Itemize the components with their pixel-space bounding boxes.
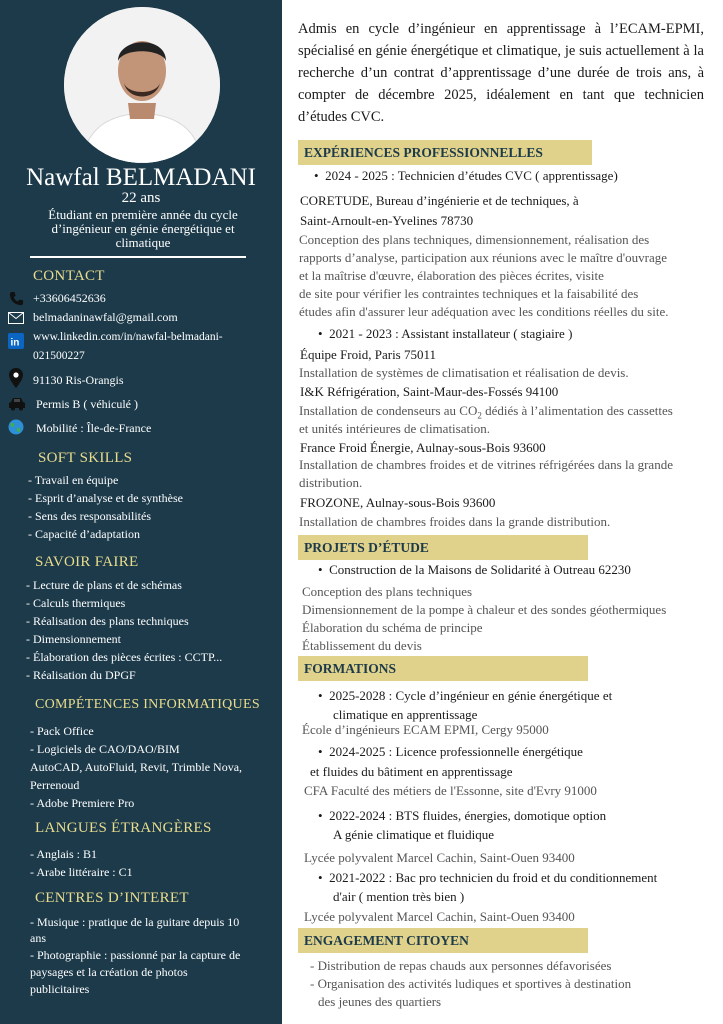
soft-skills-heading: SOFT SKILLS	[38, 450, 133, 466]
company2-desc-b: dédiés à l’alimentation des cassettes	[481, 403, 673, 418]
job1-title: • 2024 - 2025 : Technicien d’études CVC ( apprentissage)	[314, 168, 618, 183]
car-icon	[8, 396, 26, 412]
interet-item: publicitaires	[30, 982, 90, 996]
formation4-line1: • 2021-2022 : Bac pro technicien du froid et du conditionnement	[318, 870, 658, 885]
company2-desc-line2: et unités intérieures de climatisation.	[299, 421, 490, 436]
savoir-faire-item: - Lecture de plans et de schémas	[26, 578, 182, 592]
formation3-line1-text: 2022-2024 : BTS fluides, énergies, domotique option	[329, 808, 607, 823]
phone-number[interactable]: +33606452636	[33, 291, 106, 305]
company2-name: I&K Réfrigération, Saint-Maur-des-Fossés 94100	[300, 384, 559, 399]
soft-skill-item: - Sens des responsabilités	[28, 509, 151, 523]
job2-title-text: 2021 - 2023 : Assistant installateur ( stagiaire )	[329, 326, 573, 341]
job1-company-line1: CORETUDE, Bureau d’ingénierie et de techniques, à	[300, 193, 579, 208]
job1-desc-line: rapports d’analyse, participation aux réunions avec le maître d'ouvrage	[299, 250, 668, 265]
formation2-line2: et fluides du bâtiment en apprentissage	[310, 764, 513, 779]
linkedin-url-line1[interactable]: www.linkedin.com/in/nawfal-belmadani-	[33, 331, 223, 343]
job1-desc-line: de site pour vérifier les contraintes techniques et la faisabilité des	[299, 286, 639, 301]
svg-text:in: in	[10, 337, 20, 349]
formation3-line2: A génie climatique et fluidique	[333, 827, 495, 842]
langues-heading: LANGUES ÉTRANGÈRES	[35, 820, 212, 836]
projet-title-text: Construction de la Maisons de Solidarité à Outreau 62230	[329, 562, 631, 577]
company3-desc-line2: distribution.	[299, 475, 363, 490]
interet-item: ans	[30, 931, 46, 945]
interet-item: paysages et la création de photos	[30, 965, 188, 979]
contact-heading: CONTACT	[33, 268, 105, 284]
formation1-line2: climatique en apprentissage	[333, 707, 478, 722]
job1-desc-line: Conception des plans techniques, dimensionnement, réalisation des	[299, 232, 650, 247]
company3-name: France Froid Énergie, Aulnay-sous-Bois 93600	[300, 440, 546, 455]
intro-paragraph: Admis en cycle d’ingénieur en apprentissage à l’ECAM-EPMI, spécialisé en génie énergétique et climatique, je suis actuellement à la recherche d’un contrat d’apprentissage d’une durée de trois ans, à compter de décembre 2025, idéalement en tant que technicien d’études CVC.	[298, 21, 704, 125]
address: 91130 Ris-Orangis	[33, 373, 124, 387]
driving-license: Permis B ( véhiculé )	[36, 397, 138, 411]
engagement-item: - Distribution de repas chauds aux personnes défavorisées	[310, 958, 612, 973]
company1-name: Équipe Froid, Paris 75011	[300, 347, 437, 362]
competence-item: - Logiciels de CAO/DAO/BIM	[30, 742, 180, 756]
user-silhouette-icon	[64, 7, 220, 163]
formation4-line2: d'air ( mention très bien )	[333, 889, 465, 904]
formation2-line1: • 2024-2025 : Licence professionnelle énergétique	[318, 744, 583, 759]
formation2-school: CFA Faculté des métiers de l'Essonne, site d'Evry 91000	[304, 783, 597, 798]
job1-company-line2: Saint-Arnoult-en-Yvelines 78730	[300, 213, 474, 228]
competence-item: - Adobe Premiere Pro	[30, 796, 135, 810]
formation2-line1-text: 2024-2025 : Licence professionnelle énergétique	[329, 744, 583, 759]
projet-item: Élaboration du schéma de principe	[302, 620, 483, 635]
company2-desc-line1	[299, 403, 673, 421]
mobility: Mobilité : Île-de-France	[36, 421, 152, 435]
interet-item: - Photographie : passionné par la capture de	[30, 948, 241, 962]
experiences-heading: EXPÉRIENCES PROFESSIONNELLES	[298, 140, 592, 165]
linkedin-icon	[8, 333, 24, 349]
linkedin-url-line2[interactable]: 021500227	[33, 350, 85, 362]
mail-icon	[8, 310, 24, 326]
company4-desc: Installation de chambres froides dans la grande distribution.	[299, 514, 611, 529]
competence-item: Perrenoud	[30, 778, 80, 792]
email-address[interactable]: belmadaninawfal@gmail.com	[33, 310, 178, 324]
main-content	[282, 0, 723, 1024]
co2-subscript: 2	[477, 410, 482, 421]
candidate-age: 22 ans	[121, 190, 161, 206]
engagement-item: des jeunes des quartiers	[318, 994, 442, 1009]
formation1-school: École d’ingénieurs ECAM EPMI, Cergy 95000	[302, 722, 549, 737]
engagement-item: - Organisation des activités ludiques et sportives à destination	[310, 976, 632, 991]
divider	[30, 256, 246, 258]
interet-item: - Musique : pratique de la guitare depuis 10	[30, 915, 240, 929]
interets-heading: CENTRES D’INTERET	[35, 890, 189, 906]
job1-desc-line: études afin d'assurer leur adéquation avec les conditions réelles du site.	[299, 304, 669, 319]
langue-item: - Arabe littéraire : C1	[30, 865, 133, 879]
soft-skill-item: - Travail en équipe	[28, 473, 119, 487]
engagement-heading: ENGAGEMENT CITOYEN	[298, 928, 588, 953]
location-pin-icon	[8, 368, 24, 388]
savoir-faire-heading: SAVOIR FAIRE	[35, 554, 139, 570]
savoir-faire-item: - Réalisation des plans techniques	[26, 614, 189, 628]
savoir-faire-item: - Réalisation du DPGF	[26, 668, 136, 682]
phone-icon	[8, 290, 24, 306]
profile-photo	[64, 7, 220, 163]
company2-desc-a: Installation de condenseurs au CO	[299, 403, 478, 418]
competences-heading: COMPÉTENCES INFORMATIQUES	[35, 697, 260, 712]
competence-item: AutoCAD, AutoFluid, Revit, Trimble Nova,	[30, 760, 243, 774]
company1-desc: Installation de systèmes de climatisation et réalisation de devis.	[299, 365, 629, 380]
job1-desc-line: et la maîtrise d'œuvre, élaboration des pièces écrites, visite	[299, 268, 604, 283]
formation4-school: Lycée polyvalent Marcel Cachin, Saint-Ouen 93400	[304, 909, 575, 924]
projet-item: Établissement du devis	[302, 638, 422, 653]
formations-heading: FORMATIONS	[298, 656, 588, 681]
company4-name: FROZONE, Aulnay-sous-Bois 93600	[300, 495, 496, 510]
candidate-name: Nawfal BELMADANI	[26, 164, 256, 191]
job1-title-text: 2024 - 2025 : Technicien d’études CVC ( apprentissage)	[325, 168, 618, 183]
formation4-line1-text: 2021-2022 : Bac pro technicien du froid et du conditionnement	[329, 870, 658, 885]
savoir-faire-item: - Dimensionnement	[26, 632, 121, 646]
globe-icon	[8, 419, 24, 435]
formation3-line1: • 2022-2024 : BTS fluides, énergies, domotique option	[318, 808, 607, 823]
langue-item: - Anglais : B1	[30, 847, 98, 861]
competence-item: - Pack Office	[30, 724, 94, 738]
formation1-line1: • 2025-2028 : Cycle d’ingénieur en génie énergétique et	[318, 688, 613, 703]
projets-heading: PROJETS D’ÉTUDE	[298, 535, 588, 560]
projet-title: • Construction de la Maisons de Solidarité à Outreau 62230	[318, 562, 631, 577]
job2-title: • 2021 - 2023 : Assistant installateur ( stagiaire )	[318, 326, 573, 341]
company3-desc-line1: Installation de chambres froides et de vitrines réfrigérées dans la grande	[299, 457, 673, 472]
formation3-school: Lycée polyvalent Marcel Cachin, Saint-Ouen 93400	[304, 850, 575, 865]
soft-skill-item: - Capacité d’adaptation	[28, 527, 140, 541]
projet-item: Dimensionnement de la pompe à chaleur et des sondes géothermiques	[302, 602, 667, 617]
projet-item: Conception des plans techniques	[302, 584, 473, 599]
formation1-line1-text: 2025-2028 : Cycle d’ingénieur en génie énergétique et	[329, 688, 613, 703]
soft-skill-item: - Esprit d’analyse et de synthèse	[28, 491, 183, 505]
candidate-subtitle: Étudiant en première année du cycle d’ingénieur en génie énergétique et climatique	[48, 207, 238, 250]
savoir-faire-item: - Élaboration des pièces écrites : CCTP...	[26, 650, 223, 664]
sidebar	[0, 0, 282, 1024]
savoir-faire-item: - Calculs thermiques	[26, 596, 126, 610]
